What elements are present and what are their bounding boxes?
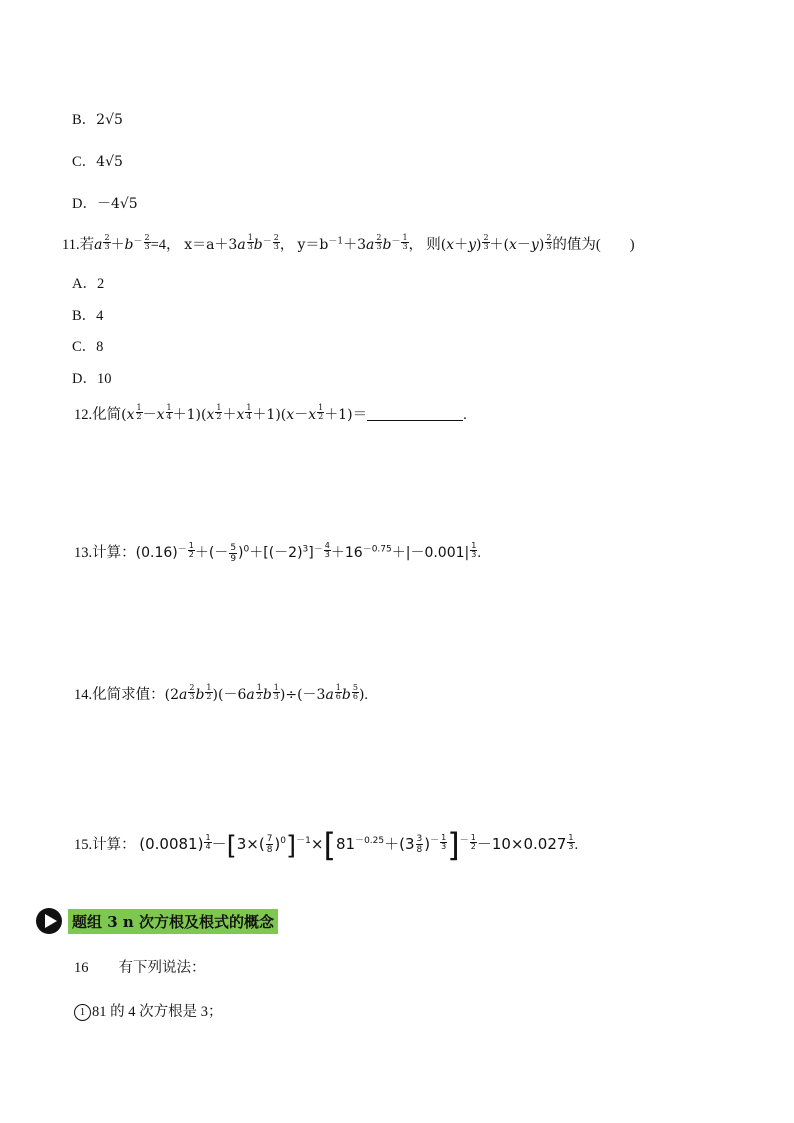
section-header <box>36 908 278 934</box>
q11-option-d: D．10 <box>72 371 112 387</box>
question-16: 16 有下列说法： <box>74 960 206 976</box>
play-icon <box>36 908 62 934</box>
question-14: 14.化简求值：(2a $\frac{2}{3}$ b $\frac{1}{2}$ )(－6a $\frac{1}{2}$ b $\frac{1}{3}$ )÷(－3a $\frac{1}{6}$ b $\frac{5}{6}$ ). <box>74 683 369 703</box>
question-13: 13.计算：(0.16)－ $\frac{1}{2}$ ＋(－ $\frac{5}{9}$ )$^0+[(-2)^3]^-$ $\frac{4}{3}$ $+16^{-0.75}+|-0.001|$ $\frac{1}{3}$ . <box>74 541 481 564</box>
option-b-value: 2√5 <box>96 112 123 128</box>
q11-option-c: C．8 <box>72 339 104 355</box>
question-12: 12.化简(x $\frac{1}{2}$ －x $\frac{1}{4}$ ＋1)(x $\frac{1}{2}$ ＋x $\frac{1}{4}$ ＋1)(x－x $\frac{1}{2}$ ＋1)＝ . <box>74 403 467 423</box>
q11-condition: a $\frac{2}{3}$ ＋b－ $\frac{2}{3}$ <box>94 233 150 253</box>
q12-expression: (x $\frac{1}{2}$ －x $\frac{1}{4}$ ＋1)(x $\frac{1}{2}$ ＋x $\frac{1}{4}$ ＋1)(x－x $\frac{1}{2}$ ＋1) <box>121 403 353 423</box>
statement-1: 1 81 的 4 次方根是 3； <box>74 1000 223 1021</box>
q15-expression: (0.0081) $\frac{1}{4}$ －[3×( $\frac{7}{8}$ )$^0]^{-1}\times[81^{-0.25}+(3$ $\frac{3}{8}$ )－ $\frac{1}{3}$ ]－ $\frac{1}{2}$ －10×0.027 $\frac{1}{3}$ <box>139 826 574 864</box>
q10-option-c: C．4√5 <box>72 154 123 170</box>
q11-expression: (x＋y) $\frac{2}{3}$ ＋(x－y) $\frac{2}{3}$ <box>440 233 552 253</box>
q10-option-d: D．－4√5 <box>72 196 138 212</box>
q11-option-b: B．4 <box>72 308 104 324</box>
question-11: 11.若a $\frac{2}{3}$ ＋b－ $\frac{2}{3}$ =4， x＝a＋3a $\frac{1}{3}$ b－ $\frac{2}{3}$ ， $y=b^{-1}+3a$ $\frac{2}{3}$ b－ $\frac{1}{3}$ ， 则(x＋y) $\frac{2}{3}$ ＋(x－y) $\frac{2}{3}$ 的值为( ) <box>62 233 635 253</box>
q13-expression: (0.16)－ $\frac{1}{2}$ ＋(－ $\frac{5}{9}$ )$^0+[(-2)^3]^-$ $\frac{4}{3}$ $+16^{-0.75}+|-0.001|$ $\frac{1}{3}$ <box>135 541 477 564</box>
option-d-value: －4√5 <box>96 196 138 212</box>
answer-blank[interactable] <box>367 406 463 421</box>
q10-option-b: B．2√5 <box>72 112 123 128</box>
option-c-value: 4√5 <box>96 154 123 170</box>
q11-y-def: $y=b^{-1}+3a$ $\frac{2}{3}$ b－ $\frac{1}{3}$ ， <box>297 233 423 253</box>
question-15: 15.计算： (0.0081) $\frac{1}{4}$ －[3×( $\frac{7}{8}$ )$^0]^{-1}\times[81^{-0.25}+(3$ $\frac{3}{8}$ )－ $\frac{1}{3}$ ]－ $\frac{1}{2}$ －10×0.027 $\frac{1}{3}$ . <box>74 826 579 864</box>
section-title: 题组 3 n 次方根及根式的概念 <box>68 909 278 934</box>
circled-number: 1 <box>74 1004 91 1021</box>
q11-option-a: A．2 <box>72 276 105 292</box>
q14-expression: (2a $\frac{2}{3}$ b $\frac{1}{2}$ )(－6a $\frac{1}{2}$ b $\frac{1}{3}$ )÷(－3a $\frac{1}{6}$ b $\frac{5}{6}$ ) <box>164 683 365 703</box>
q11-x-def: x＝a＋3a $\frac{1}{3}$ b－ $\frac{2}{3}$ ， <box>184 233 294 253</box>
